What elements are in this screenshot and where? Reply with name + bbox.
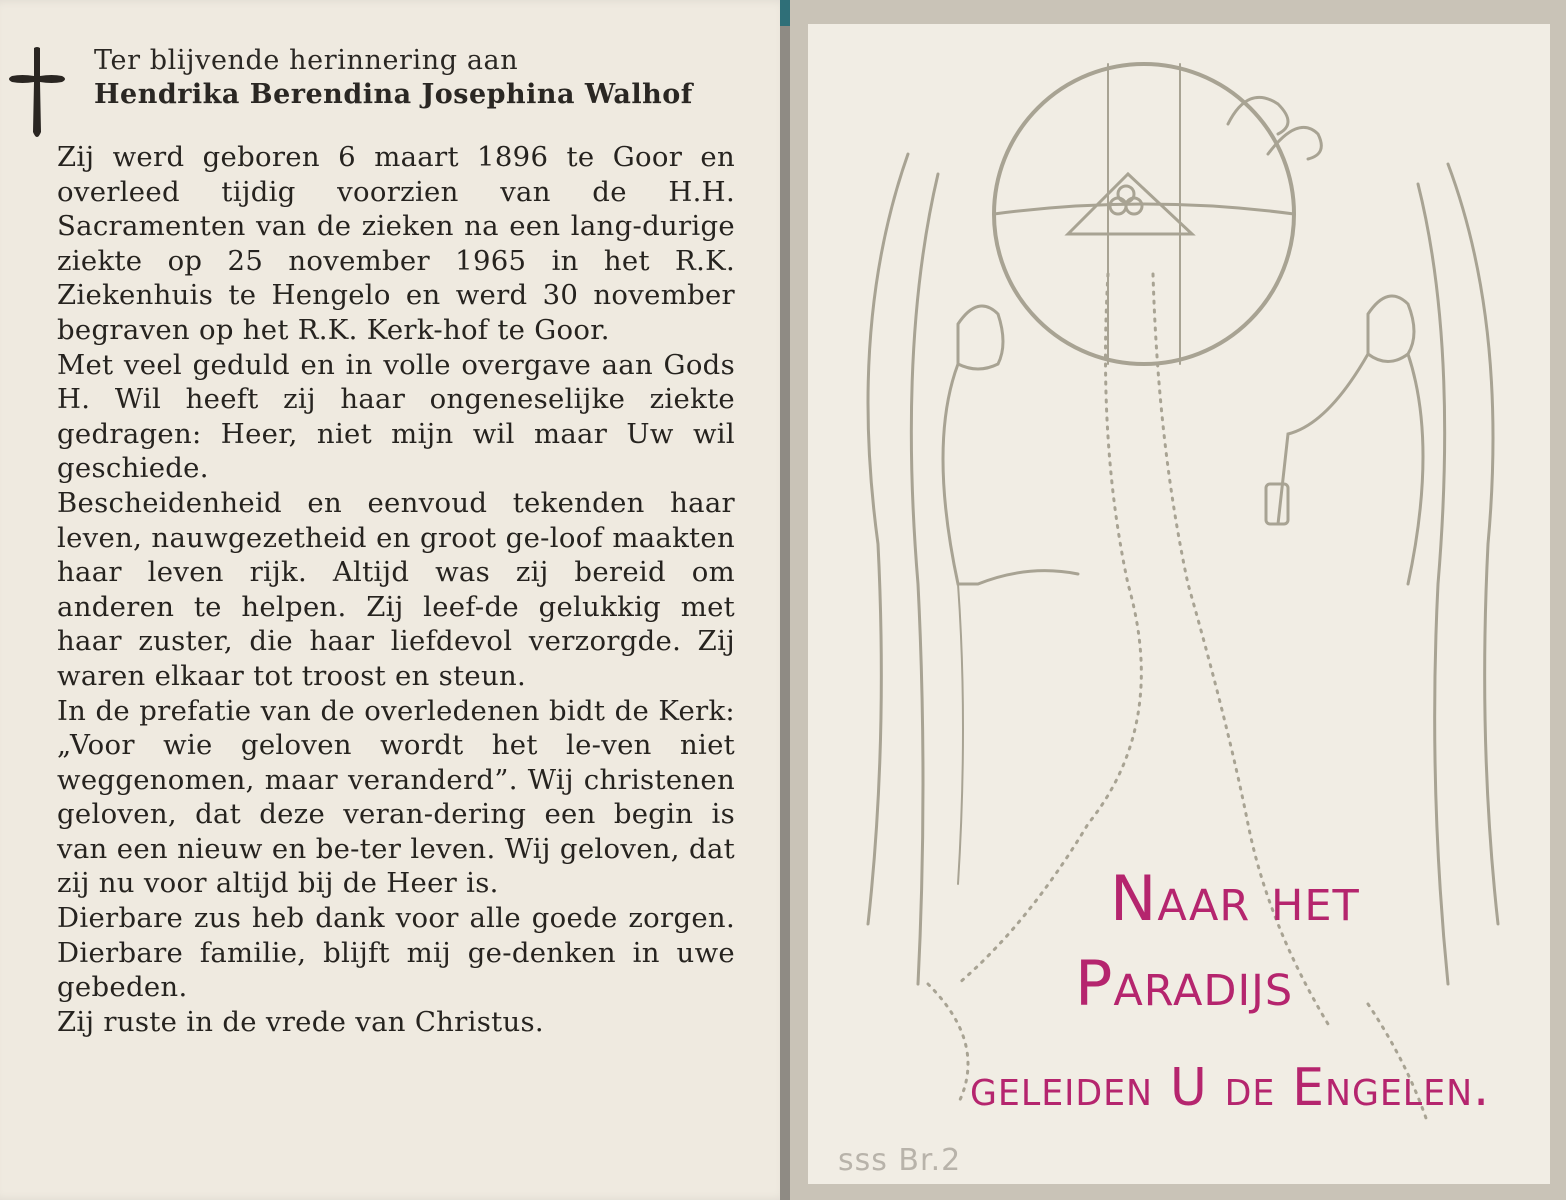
memorial-text: [57, 140, 735, 1039]
verse-line-1: Naar het: [1110, 862, 1360, 935]
paragraph-thanks: Dierbare zus heb dank voor alle goede zorgen. Dierbare familie, blijft mij ge-denken in uwe gebeden.: [57, 902, 735, 1004]
verse-line-3: geleiden U de Engelen.: [970, 1058, 1490, 1118]
cross-icon: [6, 46, 68, 142]
paragraph-illness: Met veel geduld en in volle overgave aan Gods H. Wil heeft zij haar ongeneselijke ziekte gedragen: Heer, niet mijn wil maar Uw wil geschiede.: [57, 348, 735, 485]
paragraph-character: Bescheidenheid en eenvoud tekenden haar leven, nauwgezetheid en groot ge-loof maakten haar leven rijk. Altijd was zij bereid om anderen te helpen. Zij leef-de gelukkig met haar zuster, die haar liefdevol verzorgde. Zij waren elkaar tot troost en steun.: [57, 486, 735, 692]
deceased-name: Hendrika Berendina Josephina Walhof: [94, 79, 693, 110]
verse-text: [960, 820, 1520, 1120]
dedication-line: Ter blijvende herinnering aan: [94, 45, 519, 76]
paragraph-preface: In de prefatie van de overledenen bidt de Kerk: „Voor wie geloven wordt het le-ven niet weggenomen, maar veranderd”. Wij christenen geloven, dat deze veran-dering een begin is van een nieuw en be-ter leven. Wij geloven, dat zij nu voor altijd bij de Heer is.: [57, 694, 735, 900]
paragraph-rest: Zij ruste in de vrede van Christus.: [57, 1005, 544, 1038]
dedication-heading: [94, 44, 754, 112]
verse-line-2: Paradijs: [1075, 947, 1294, 1020]
publisher-mark: sss Br.2: [838, 1143, 962, 1178]
paragraph-biography: Zij werd geboren 6 maart 1896 te Goor en overleed tijdig voorzien van de H.H. Sacramenten van de zieken na een lang-durige ziekte op 25 november 1965 in het R.K. Ziekenhuis te Hengelo en werd 30 november begraven op het R.K. Kerk-hof te Goor.: [57, 141, 735, 346]
